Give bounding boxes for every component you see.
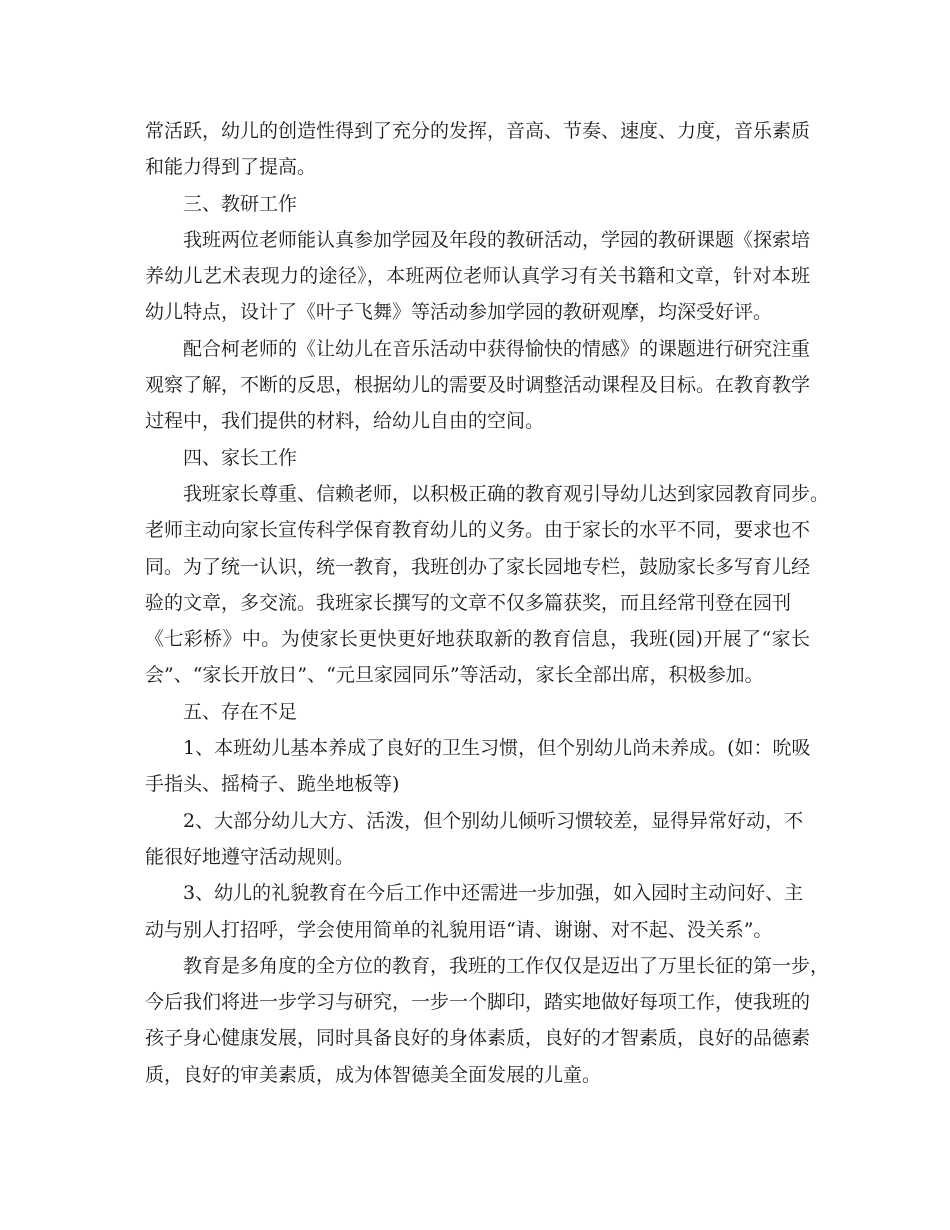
paragraph-line: 养幼儿艺术表现力的途径》，本班两位老师认真学习有关书籍和文章，针对本班 [145,265,810,288]
section-heading: 三、教研工作 [183,192,298,215]
paragraph-line: 同。为了统一认识，统一教育，我班创办了家长园地专栏，鼓励家长多写育儿经 [145,555,811,578]
paragraph-line: 和能力得到了提高。 [145,156,317,179]
paragraph-line: 质，良好的审美素质，成为体智德美全面发展的儿童。 [145,1063,602,1086]
paragraph-line: 验的文章，多交流。我班家长撰写的文章不仅多篇获奖，而且经常刊登在园刊 [145,591,792,614]
paragraph-line: 观察了解，不断的反思，根据幼儿的需要及时调整活动课程及目标。在教育教学 [145,374,811,397]
paragraph-line: 我班两位老师能认真参加学园及年段的教研活动，学园的教研课题《探索培 [183,228,811,251]
paragraph-line: 老师主动向家长宣传科学保育教育幼儿的义务。由于家长的水平不同，要求也不 [145,519,811,542]
paragraph-line: 2、大部分幼儿大方、活泼，但个别幼儿倾听习惯较差，显得异常好动，不 [183,809,804,832]
paragraph-line: 今后我们将进一步学习与研究，一步一个脚印，踏实地做好每项工作，使我班的 [145,991,811,1014]
paragraph-line: 幼儿特点，设计了《叶子飞舞》等活动参加学园的教研观摩，均深受好评。 [145,301,773,324]
paragraph-line: 会”、“家长开放日”、“元旦家园同乐”等活动，家长全部出席，积极参加。 [145,664,764,687]
paragraph-line: 手指头、摇椅子、跪坐地板等) [145,773,400,796]
section-heading: 五、存在不足 [183,700,298,723]
paragraph-line: 孩子身心健康发展，同时具备良好的身体素质，良好的才智素质，良好的品德素 [145,1027,811,1050]
document-body [145,113,830,1093]
paragraph-line: 常活跃，幼儿的创造性得到了充分的发挥，音高、节奏、速度、力度，音乐素质 [145,120,811,142]
paragraph-line: 教育是多角度的全方位的教育，我班的工作仅仅是迈出了万里长征的第一步， [183,954,830,977]
paragraph-line: 3、幼儿的礼貌教育在今后工作中还需进一步加强，如入园时主动问好、主 [183,882,804,905]
section-heading: 四、家长工作 [183,446,298,469]
paragraph-line: 动与别人打招呼，学会使用简单的礼貌用语“请、谢谢、对不起、没关系”。 [145,918,773,941]
paragraph-line: 能很好地遵守活动规则。 [145,845,355,868]
paragraph-line: 1、本班幼儿基本养成了良好的卫生习惯，但个别幼儿尚未养成。(如：吮吸 [183,737,811,760]
paragraph-line: 过程中，我们提供的材料，给幼儿自由的空间。 [145,410,545,433]
paragraph-line: 我班家长尊重、信赖老师，以积极正确的教育观引导幼儿达到家园教育同步。 [183,482,830,505]
paragraph-line: 《七彩桥》中。为使家长更快更好地获取新的教育信息，我班(园)开展了“家长 [145,628,810,651]
paragraph-line: 配合柯老师的《让幼儿在音乐活动中获得愉快的情感》的课题进行研究注重 [183,337,811,360]
